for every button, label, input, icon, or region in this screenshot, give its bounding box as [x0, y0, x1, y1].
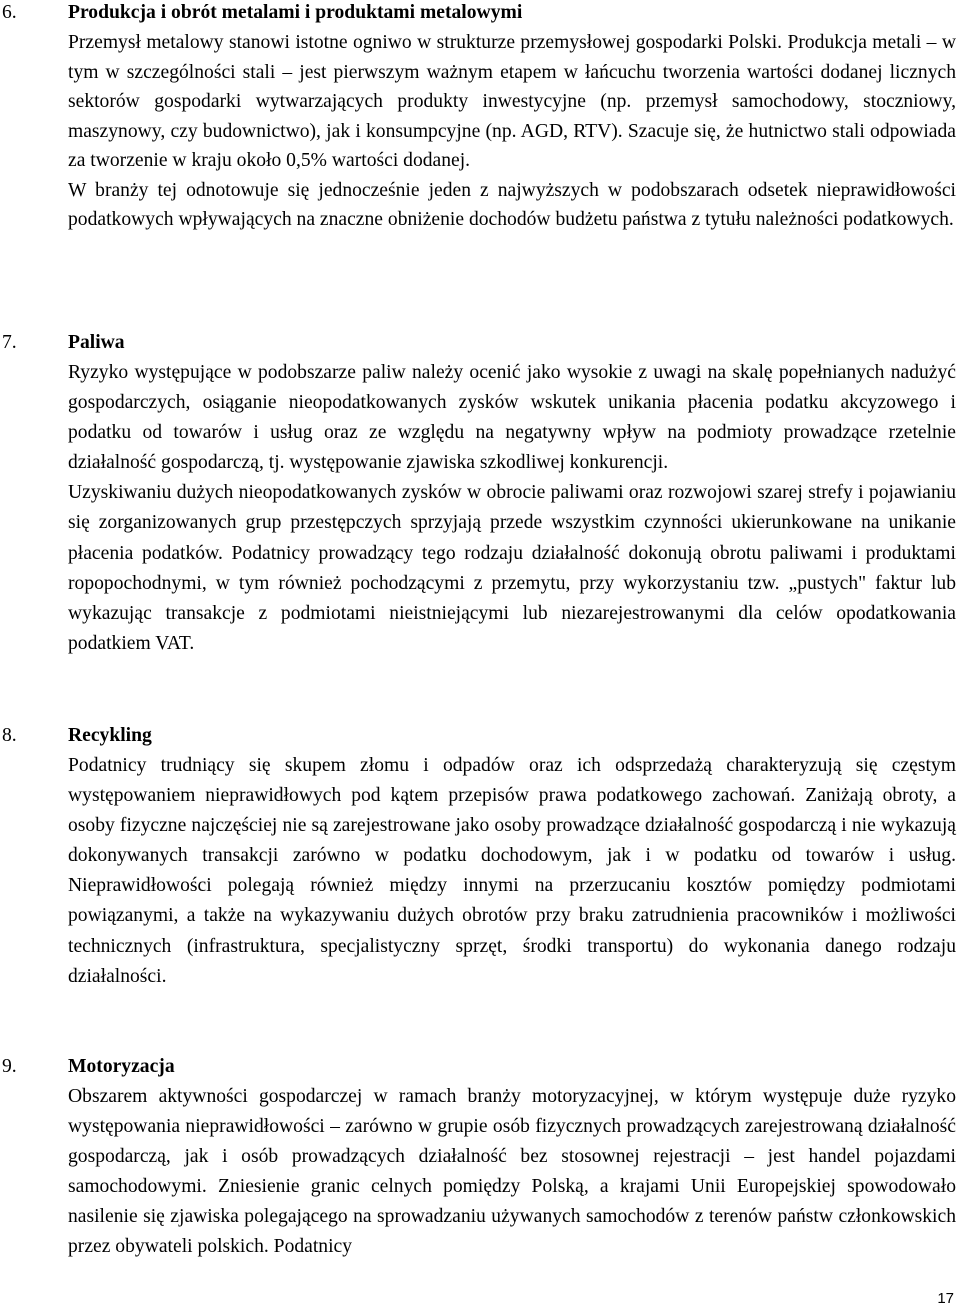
paragraph: W branży tej odnotowuje się jednocześnie jeden z najwyższych w podobszarach odsetek nieprawidłowości podatkowych wpływających na znaczne obniżenie dochodów budżetu państwa z tytułu należności podatkowych. — [68, 179, 956, 230]
section-title: Recykling — [68, 725, 152, 746]
paragraph: Ryzyko występujące w podobszarze paliw należy ocenić jako wysokie z uwagi na skalę popełnianych nadużyć gospodarczych, osiąganie nieopodatkowanych zysków wskutek unikania płacenia podatku akcyzowego i podatku od towarów i usług oraz ze względu na negatywny wpływ na podmioty prowadzące rzetelnie działalność gospodarczą, tj. występowanie zjawiska szkodliwej konkurencji. — [68, 362, 956, 474]
section-number: 8. — [2, 725, 17, 746]
paragraph: Podatnicy trudniący się skupem złomu i odpadów oraz ich odsprzedażą charakteryzują się częstym występowaniem nieprawidłowych pod kątem przepisów prawa podatkowego zachowań. Zaniżają obroty, a osoby fizyczne najczęściej nie są zarejestrowane jako osoby prowadzące działalność gospodarczą i nie wykazują dokonywanych transakcji zarówno w podatku dochodowym, jak i w podatku od towarów i usług. Nieprawidłowości polegają również między innymi na przerzucaniu kosztów pomiędzy podmiotami powiązanymi, a także na wykazywaniu dużych obrotów przy braku zatrudnienia pracowników i możliwości technicznych (infrastruktura, specjalistyczny sprzęt, środki transportu) do wykonania danego rodzaju działalności. — [68, 755, 956, 987]
section-body — [68, 1082, 956, 1263]
paragraph: Uzyskiwaniu dużych nieopodatkowanych zysków w obrocie paliwami oraz rozwojowi szarej strefy i pojawianiu się zorganizowanych grup przestępczych sprzyjają przede wszystkim czynności ukierunkowane na unikanie płacenia podatków. Podatnicy prowadzący tego rodzaju działalność dokonują obrotu paliwami i produktami ropopochodnymi, w tym również pochodzącymi z przemytu, przy wykorzystaniu tzw. „pustych" faktur lub wykazując transakcje z podmiotami nieistniejącymi lub niezarejestrowanymi dla celów opodatkowania podatkiem VAT. — [68, 482, 956, 654]
section-number: 7. — [2, 332, 17, 353]
section-body — [68, 28, 956, 235]
section-title: Produkcja i obrót metalami i produktami metalowymi — [68, 2, 523, 23]
section-title: Paliwa — [68, 332, 125, 353]
section-body — [68, 751, 956, 992]
page-number: 17 — [937, 1290, 954, 1307]
section-body — [68, 358, 956, 659]
section-title: Motoryzacja — [68, 1056, 175, 1077]
section-number: 9. — [2, 1056, 17, 1077]
paragraph: Obszarem aktywności gospodarczej w ramach branży motoryzacyjnej, w którym występuje duże ryzyko występowania nieprawidłowości – zarówno w grupie osób fizycznych prowadzących zarejestrowaną działalność gospodarczą, jak i osób prowadzących działalność bez stosownej rejestracji – jest handel pojazdami samochodowymi. Zniesienie granic celnych pomiędzy Polską, a krajami Unii Europejskiej spowodowało nasilenie się zjawiska polegającego na sprowadzaniu używanych samochodów z terenów państw członkowskich przez obywateli polskich. Podatnicy — [68, 1086, 956, 1258]
section-number: 6. — [2, 2, 17, 23]
paragraph: Przemysł metalowy stanowi istotne ogniwo w strukturze przemysłowej gospodarki Polski. Produkcja metali – w tym w szczególności stali – jest pierwszym ważnym etapem w łańcuchu tworzenia wartości dodanej licznych sektorów gospodarki wytwarzających produkty inwestycyjne (np. przemysł samochodowy, stoczniowy, maszynowy, czy budownictwo), jak i konsumpcyjne (np. AGD, RTV). Szacuje się, że hutnictwo stali odpowiada za tworzenie w kraju około 0,5% wartości dodanej. — [68, 32, 956, 171]
